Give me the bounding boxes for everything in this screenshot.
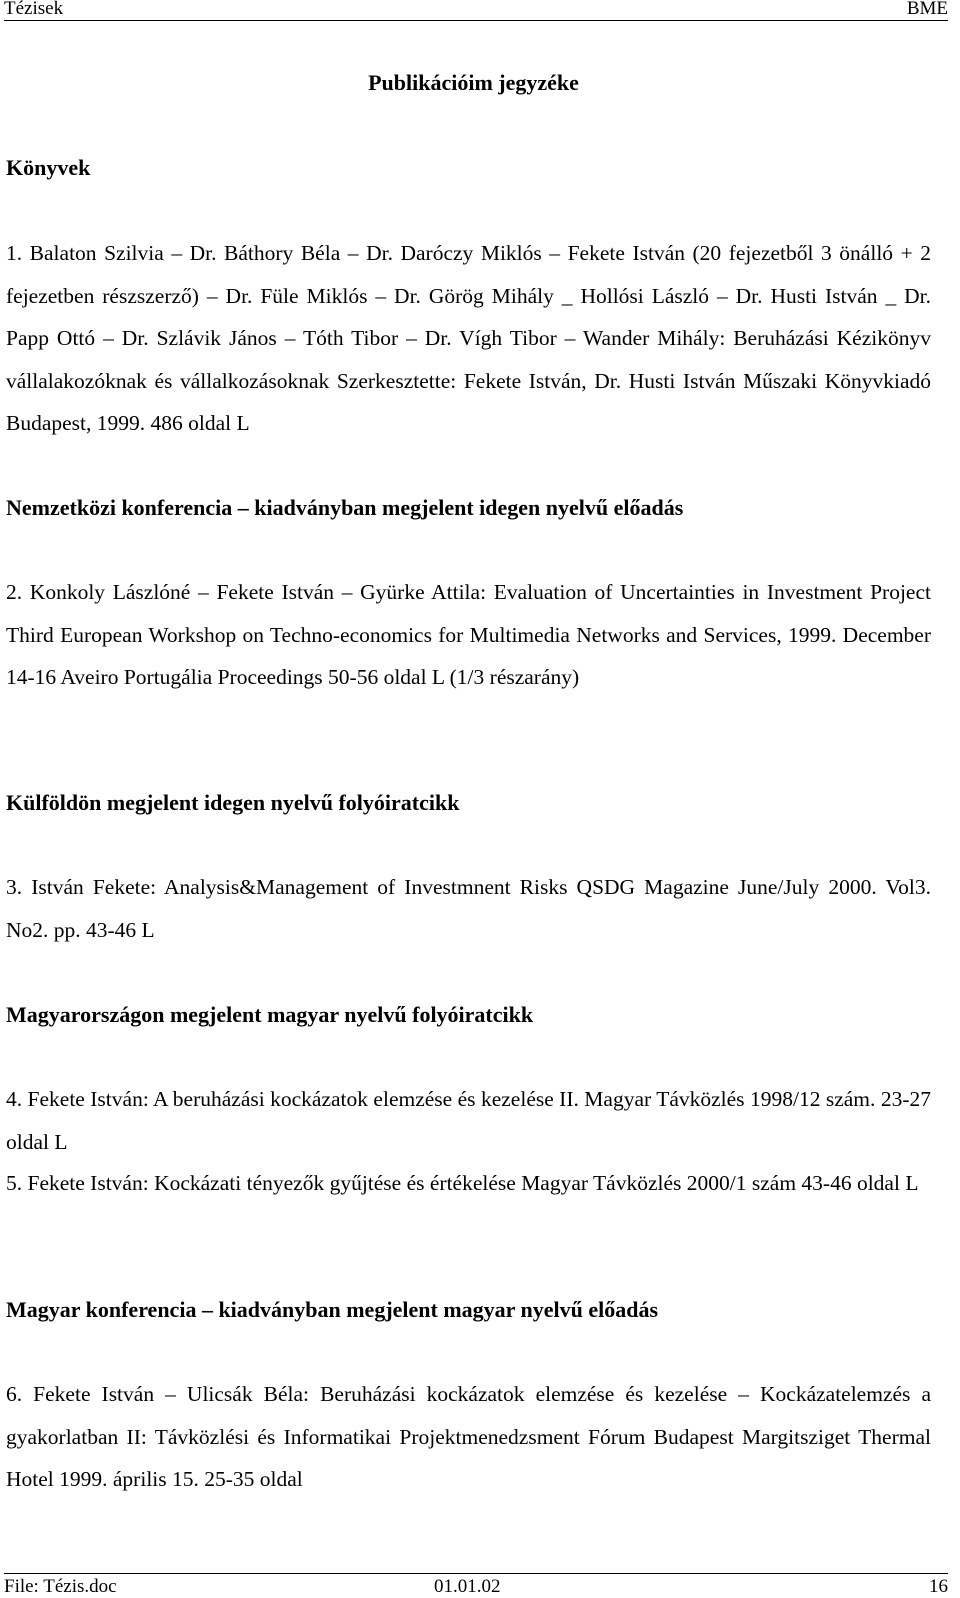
footer-date: 01.01.02 [434,1576,501,1597]
section-heading-foreign-journal: Külföldön megjelent idegen nyelvű folyóiratcikk [6,790,460,815]
page-header [4,0,948,21]
publication-item-4: 4. Fekete István: A beruházási kockázatok elemzése és kezelése II. Magyar Távközlés 1998/12 szám. 23-27 oldal L [6,1087,931,1154]
section-heading-intl-conference: Nemzetközi konferencia – kiadványban megjelent idegen nyelvű előadás [6,495,684,520]
page-title: Publikációim jegyzéke [368,70,579,95]
section-heading-hungarian-journal: Magyarországon megjelent magyar nyelvű folyóiratcikk [6,1002,534,1027]
publication-item-3: 3. István Fekete: Analysis&Management of Investmnent Risks QSDG Magazine June/July 2000. Vol3. No2. pp. 43-46 L [6,875,931,942]
section-heading-books: Könyvek [6,155,91,180]
footer-page-number: 16 [929,1576,948,1597]
publication-item-2: 2. Konkoly Lászlóné – Fekete István – Gyürke Attila: Evaluation of Uncertainties in Investment Project Third European Workshop on Techno-economics for Multimedia Networks and Services, 1999. December 14-16 Aveiro Portugália Proceedings 50-56 oldal L (1/3 részarány) [6,580,931,689]
publication-item-1: 1. Balaton Szilvia – Dr. Báthory Béla – Dr. Daróczy Miklós – Fekete István (20 fejezetből 3 önálló + 2 fejezetben részszerző) – Dr. Füle Miklós – Dr. Görög Mihály _ Hollósi László – Dr. Husti István _ Dr. Papp Ottó – Dr. Szlávik János – Tóth Tibor – Dr. Vígh Tibor – Wander Mihály: Beruházási Kézikönyv vállalakozóknak és vállalkozásoknak Szerkesztette: Fekete István, Dr. Husti István Műszaki Könyvkiadó Budapest, 1999. 486 oldal L [6,241,931,435]
section-heading-hungarian-conference: Magyar konferencia – kiadványban megjelent magyar nyelvű előadás [6,1297,659,1322]
publication-item-6: 6. Fekete István – Ulicsák Béla: Beruházási kockázatok elemzése és kezelése – Kockázatelemzés a gyakorlatban II: Távközlési és Informatikai Projektmenedzsment Fórum Budapest Margitsziget Thermal Hotel 1999. április 15. 25-35 oldal [6,1382,931,1491]
header-right-text: BME [906,0,948,19]
publication-item-5: 5. Fekete István: Kockázati tényezők gyűjtése és értékelése Magyar Távközlés 2000/1 szám 43-46 oldal L [6,1171,919,1195]
footer-file-name: File: Tézis.doc [4,1576,117,1597]
header-left-text: Tézisek [4,0,64,19]
